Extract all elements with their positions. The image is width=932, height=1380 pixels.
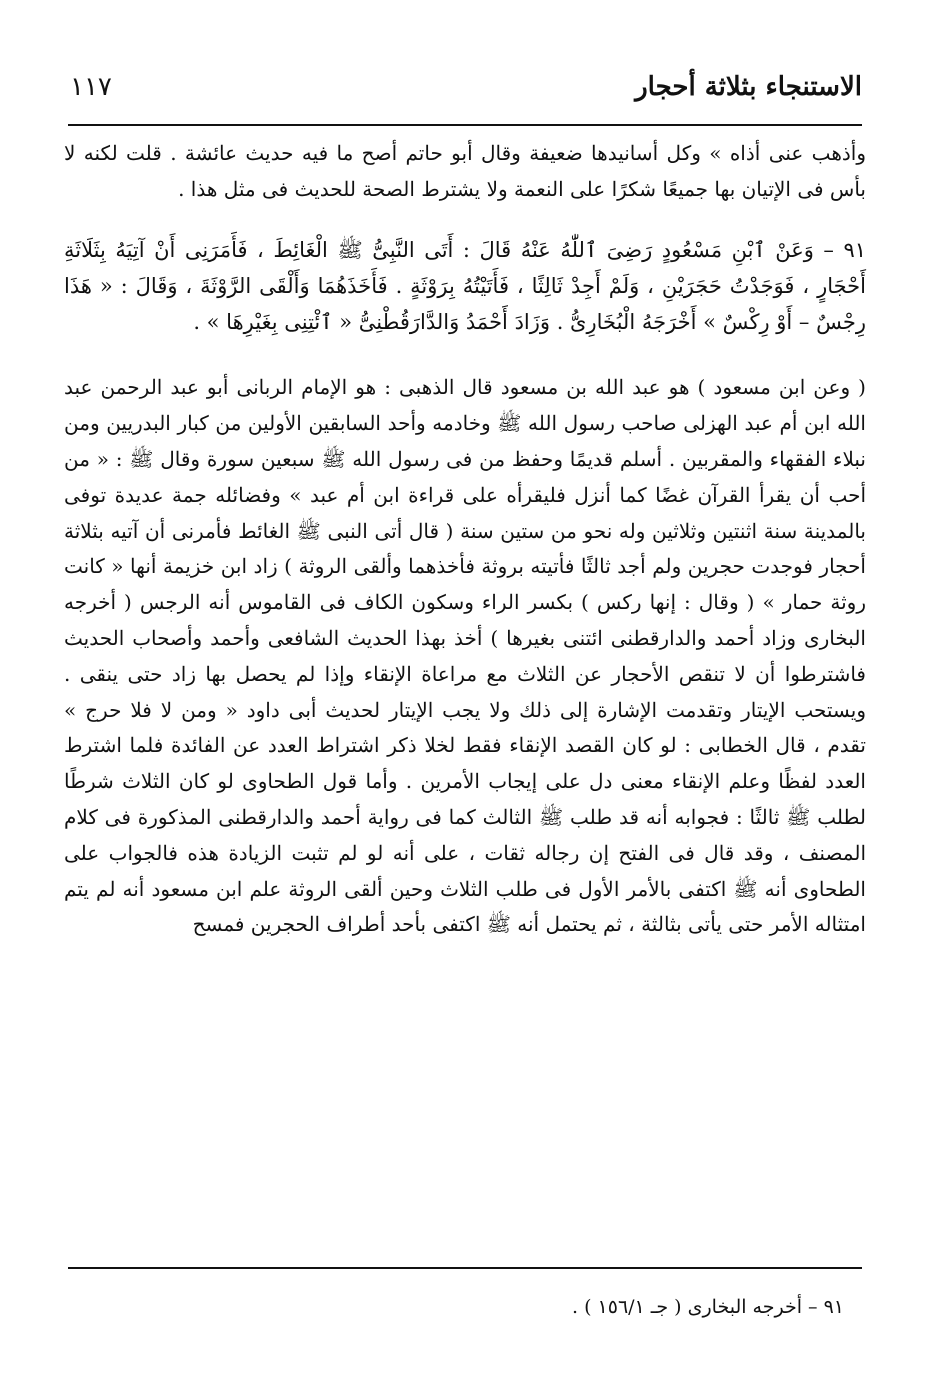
commentary-paragraph: ( وعن ابن مسعود ) هو عبد الله بن مسعود قال الذهبى : هو الإمام الربانى أبو عبد الرحمن عبد الله ابن أم عبد الهزلى صاحب رسول الله ﷺ وخادمه وأحد السابقين الأولين من كبار البدريين ومن نبلاء الفقهاء والمقربين . أسلم قديمًا وحفظ من فى رسول الله ﷺ سبعين سورة وقال ﷺ : « من أحب أن يقرأ القرآن غضًا كما أنزل فليقرأه على قراءة ابن أم عبد » وفضائله جمة عديدة توفى بالمدينة سنة اثنتين وثلاثين وله نحو من ستين سنة ( قال أتى النبى ﷺ الغائط فأمرنى أن آتيه بثلاثة أحجار فوجدت حجرين ولم أجد ثالثًا فأتيته بروثة فأخذهما وألقى الروثة ) زاد ابن خزيمة أنها « كانت روثة حمار » ( وقال : إنها ركس ) بكسر الراء وسكون الكاف فى القاموس أنه الرجس ( أخرجه البخارى وزاد أحمد والدارقطنى ائتنى بغيرها ) أخذ بهذا الحديث الشافعى وأحمد وأصحاب الحديث فاشترطوا أن لا تنقص الأحجار عن الثلاث مع مراعاة الإنقاء وإذا لم يحصل بها زاد حتى ينقى . ويستحب الإيتار وتقدمت الإشارة إلى ذلك ولا يجب الإيتار لحديث أبى داود « ومن لا فلا حرج » تقدم ، قال الخطابى : لو كان القصد الإنقاء فقط لخلا ذكر اشتراط العدد عن الفائدة فلما اشترط العدد لفظًا وعلم الإنقاء معنى دل على إيجاب الأمرين . وأما قول الطحاوى لو كان الثلاث شرطًا لطلب ﷺ ثالثًا : فجوابه أنه قد طلب ﷺ الثالث كما فى رواية أحمد والدارقطنى المذكورة فى كلام المصنف ، وقد قال فى الفتح إن رجاله ثقات ، على أنه لو لم تثبت الزيادة هذه فالجواب على الطحاوى أنه ﷺ اكتفى بالأمر الأول فى طلب الثلاث وحين ألقى الروثة علم ابن مسعود أنه لم يتم امتثاله الأمر حتى يأتى بثالثة ، ثم يحتمل أنه ﷺ اكتفى بأحد أطراف الحجرين فمسح bbox=[64, 375, 867, 937]
footnote: ٩١ – أخرجه البخارى ( جـ ١٥٦/١ ) . bbox=[572, 1296, 844, 1318]
running-title: الاستنجاء بثلاثة أحجار bbox=[635, 72, 862, 102]
page-header bbox=[70, 62, 862, 112]
main-text bbox=[64, 135, 866, 943]
header-rule bbox=[68, 124, 862, 126]
page-number: ١١٧ bbox=[70, 72, 112, 102]
footnote-rule bbox=[68, 1267, 862, 1269]
intro-paragraph: وأذهب عنى أذاه » وكل أسانيدها ضعيفة وقال أبو حاتم أصح ما فيه حديث عائشة . قلت لكنه لا بأس فى الإتيان بها جميعًا شكرًا على النعمة ولا يشترط الصحة للحديث فى مثل هذا . bbox=[64, 141, 866, 202]
hadith-paragraph: ٩١ – وَعَنْ ٱبْنِ مَسْعُودٍ رَضِىَ ٱللّٰهُ عَنْهُ قَالَ : أَتَى النَّبِىُّ ﷺ الْغَائِطَ ، فَأَمَرَنِى أَنْ آتِيَهُ بِثَلَاثَةِ أَحْجَارٍ ، فَوَجَدْتُ حَجَرَيْنِ ، وَلَمْ أَجِدْ ثَالِثًا ، فَأَتَيْتُهُ بِرَوْثَةٍ . فَأَخَذَهُمَا وَأَلْقَى الرَّوْثَةَ ، وَقَالَ : « هَذَا رِجْسٌ – أَوْ رِكْسٌ » أَخْرَجَهُ الْبُخَارِىُّ . وَزَادَ أَحْمَدُ وَالدَّارَقُطْنِىُّ « ٱئْتِنِى بِغَيْرِهَا » . bbox=[64, 237, 866, 335]
